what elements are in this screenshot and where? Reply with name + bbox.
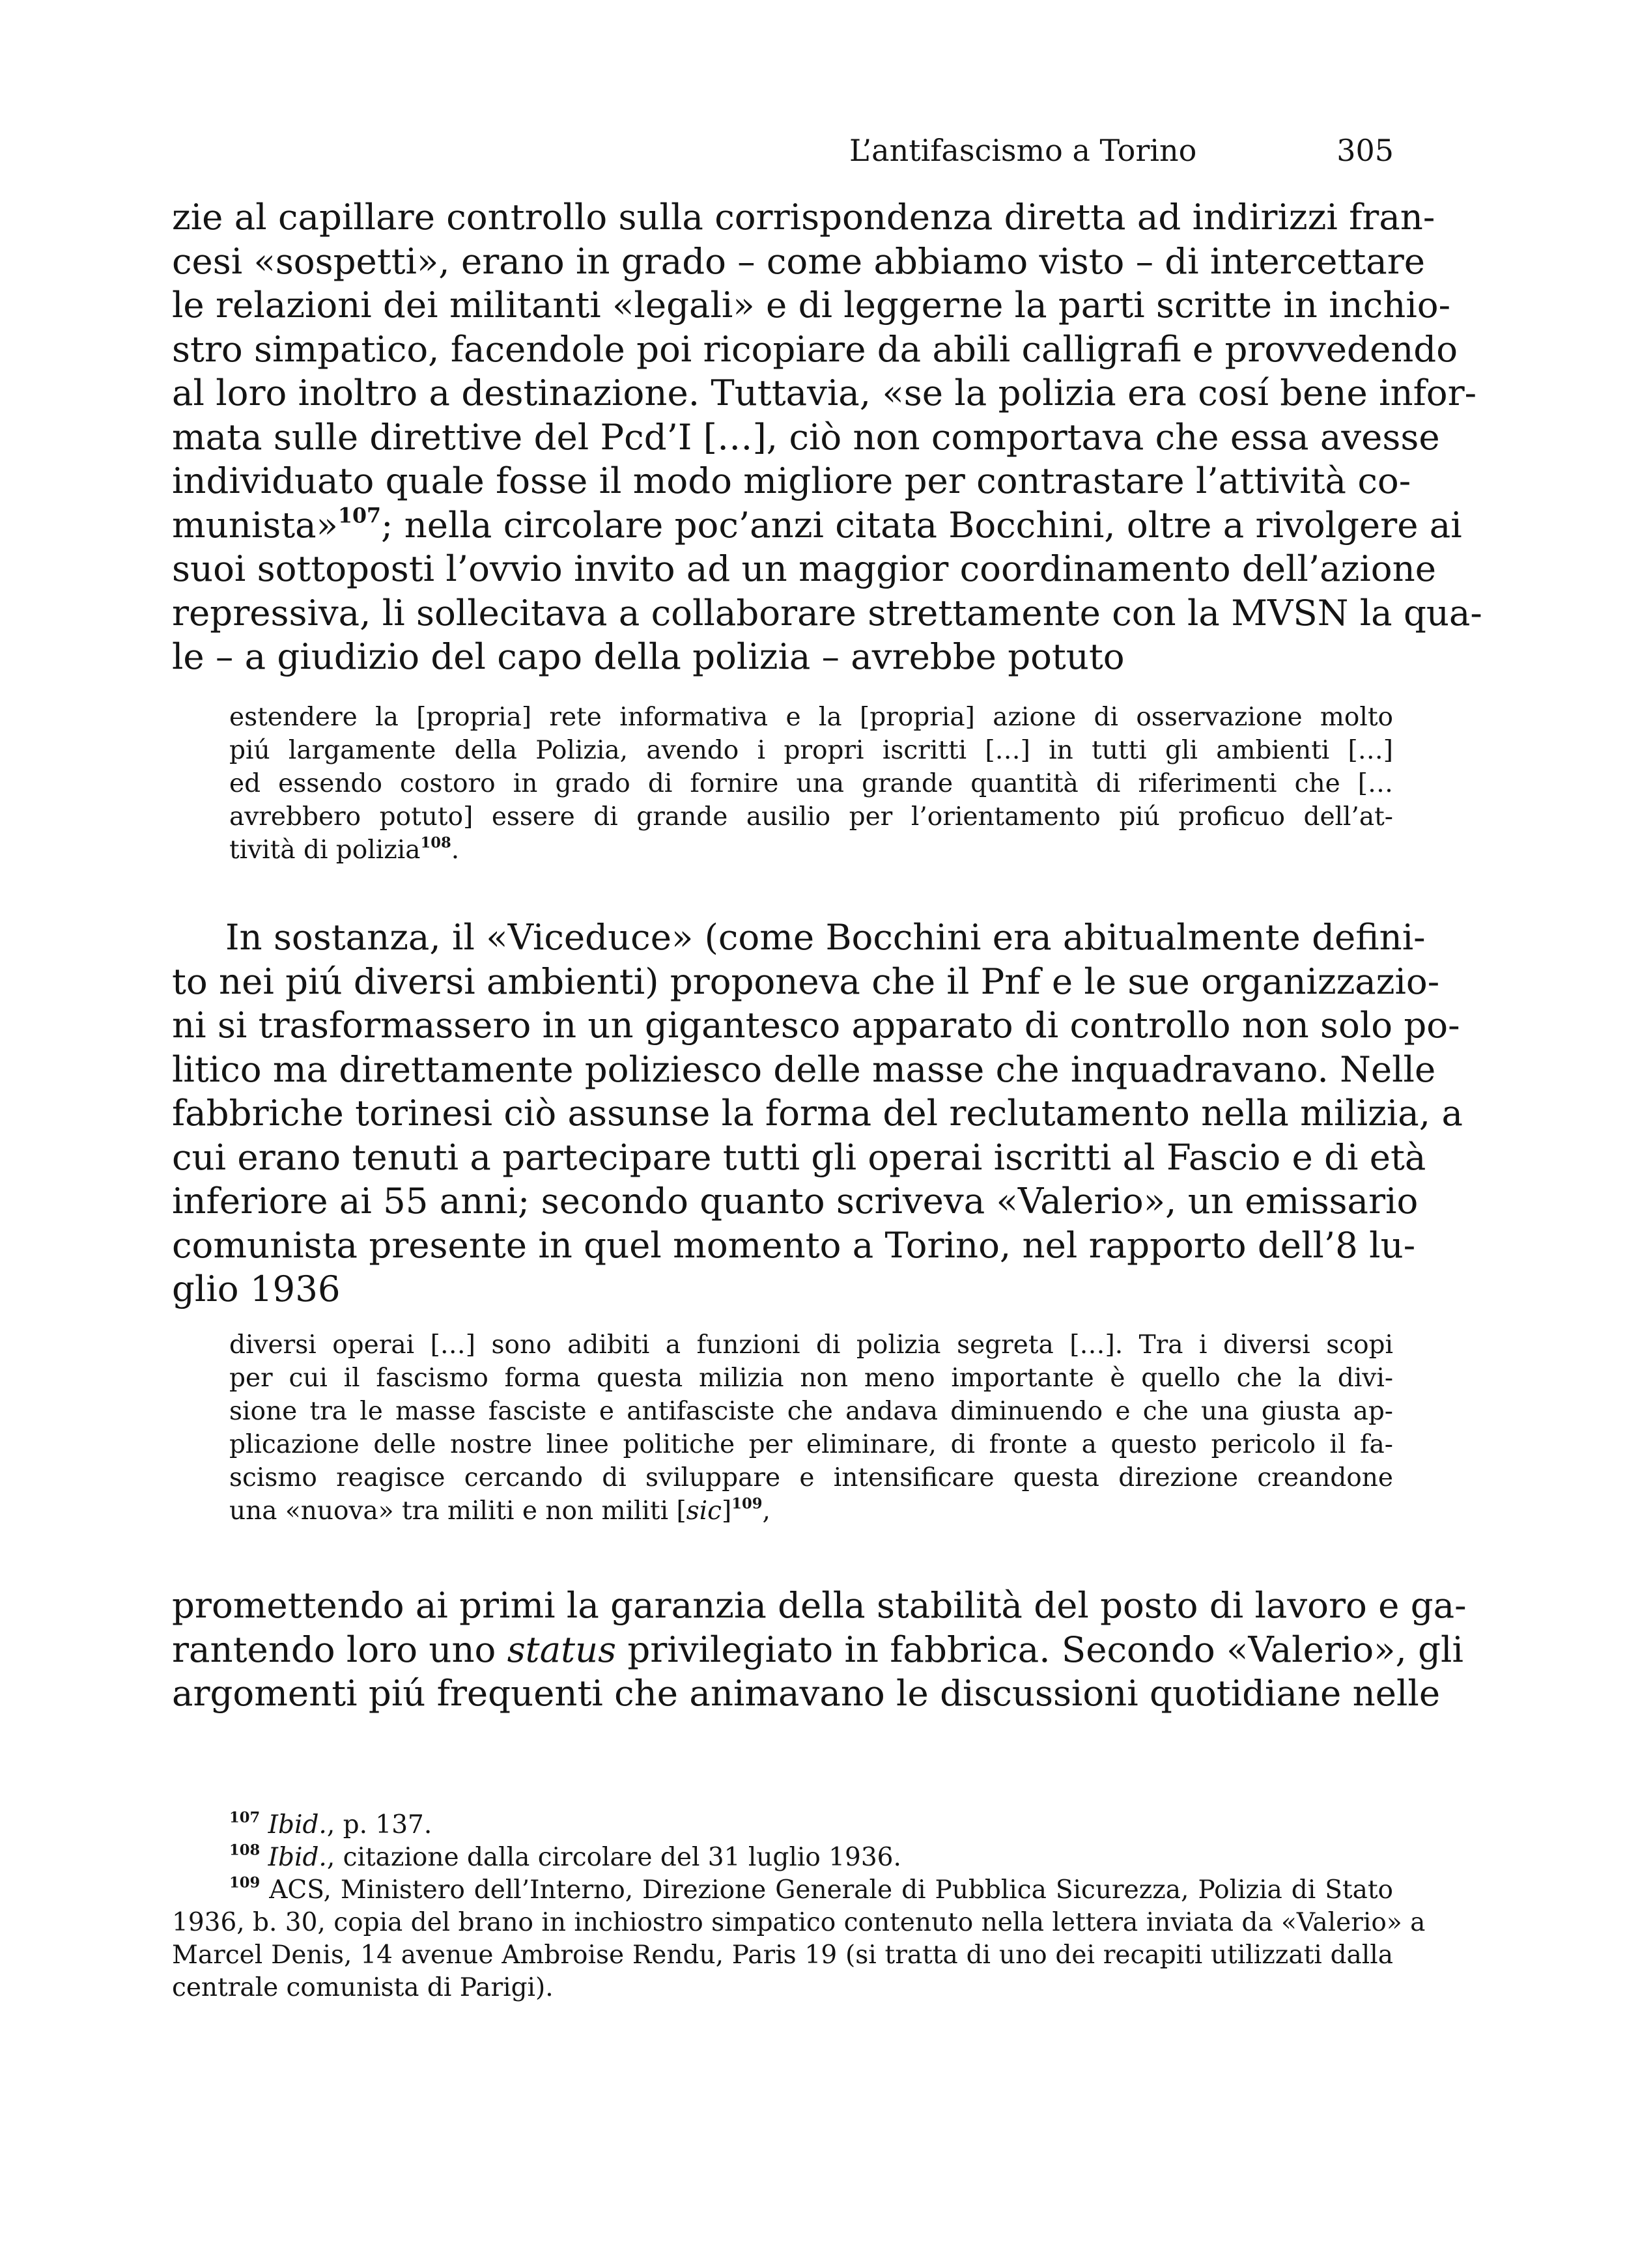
text-line: cesi «sospetti», erano in grado – come abbiamo visto – di intercettare bbox=[172, 240, 1426, 282]
text-line: promettendo ai primi la garanzia della stabilità del posto di lavoro e ga- bbox=[172, 1584, 1467, 1626]
footnote-109: $^{109}$ ACS, Ministero dell’Interno, Direzione Generale di Pubblica Sicurezza, Polizia di Stato bbox=[229, 1874, 1394, 1905]
quote-line: ed essendo costoro in grado di fornire una grande quantità di riferimenti che [… bbox=[229, 769, 1393, 798]
quote-line: sione tra le masse fasciste e antifasciste che andava diminuendo e che una giusta ap- bbox=[229, 1397, 1393, 1426]
text-line: glio 1936 bbox=[172, 1268, 341, 1309]
text-line: le relazioni dei militanti «legali» e di leggerne la parti scritte in inchio- bbox=[172, 284, 1451, 326]
footnotes bbox=[172, 1809, 1426, 2004]
text-line: munista»$^{107}$; nella circolare poc’anzi citata Bocchini, oltre a rivolgere ai bbox=[172, 503, 1462, 546]
text-line: to nei piú diversi ambienti) proponeva che il Pnf e le sue organizzazio- bbox=[172, 960, 1440, 1002]
text-line: argomenti piú frequenti che animavano le discussioni quotidiane nelle bbox=[172, 1672, 1441, 1714]
quote-line: piú largamente della Polizia, avendo i propri iscritti […] in tutti gli ambienti […] bbox=[229, 736, 1393, 765]
quote-line: tività di polizia$^{108}$. bbox=[229, 834, 460, 865]
text-line: repressiva, li sollecitava a collaborare strettamente con la MVSN la qua- bbox=[172, 591, 1482, 634]
block-quote-2 bbox=[229, 1328, 1393, 1528]
text-line: litico ma direttamente poliziesco delle masse che inquadravano. Nelle bbox=[172, 1048, 1436, 1090]
footnote-ref-109: 109 bbox=[731, 1495, 763, 1513]
footnote-ref-108: 108 bbox=[420, 834, 451, 852]
quote-line: diversi operai […] sono adibiti a funzioni di polizia segreta […]. Tra i diversi scopi bbox=[229, 1330, 1393, 1360]
footnote-107: $^{107}$ Ibid., p. 137. bbox=[229, 1809, 432, 1840]
text-line: zie al capillare controllo sulla corrispondenza diretta ad indirizzi fran- bbox=[172, 196, 1435, 238]
running-header bbox=[651, 128, 1394, 173]
text-line: le – a giudizio del capo della polizia – avrebbe potuto bbox=[172, 636, 1125, 677]
quote-line: estendere la [propria] rete informativa e la [propria] azione di osservazione molto bbox=[229, 703, 1393, 732]
text-line: cui erano tenuti a partecipare tutti gli operai iscritti al Fascio e di età bbox=[172, 1136, 1426, 1178]
text-line: In sostanza, il «Viceduce» (come Bocchini era abitualmente defini- bbox=[225, 916, 1426, 958]
footnote-line: centrale comunista di Parigi). bbox=[172, 1973, 554, 2002]
quote-line: plicazione delle nostre linee politiche per eliminare, di fronte a questo pericolo il fa- bbox=[229, 1430, 1393, 1459]
text-line: inferiore ai 55 anni; secondo quanto scriveva «Valerio», un emissario bbox=[172, 1180, 1419, 1222]
text-line: ni si trasformassero in un gigantesco apparato di controllo non solo po- bbox=[172, 1004, 1460, 1046]
paragraph-1 bbox=[172, 195, 1482, 679]
text-line: stro simpatico, facendole poi ricopiare da abili calligrafi e provvedendo bbox=[172, 328, 1458, 370]
text-line: suoi sottoposti l’ovvio invito ad un maggior coordinamento dell’azione bbox=[172, 548, 1436, 589]
quote-line: avrebbero potuto] essere di grande ausilio per l’orientamento piú proficuo dell’at- bbox=[229, 802, 1393, 832]
footnote-line: Marcel Denis, 14 avenue Ambroise Rendu, Paris 19 (si tratta di uno dei recapiti utilizzati dalla bbox=[172, 1940, 1393, 1970]
quote-line: una «nuova» tra militi e non militi [sic]$^{109}$, bbox=[229, 1495, 770, 1526]
footnote-ref-107: 107 bbox=[338, 503, 382, 527]
text-line: rantendo loro uno status privilegiato in fabbrica. Secondo «Valerio», gli bbox=[172, 1628, 1463, 1670]
text-line: al loro inoltro a destinazione. Tuttavia, «se la polizia era cosí bene infor- bbox=[172, 372, 1477, 413]
text-line: fabbriche torinesi ciò assunse la forma del reclutamento nella milizia, a bbox=[172, 1092, 1463, 1134]
page-number: 305 bbox=[1336, 133, 1394, 168]
footnote-line: 1936, b. 30, copia del brano in inchiostro simpatico contenuto nella lettera inviata da «Valerio» a bbox=[172, 1908, 1426, 1937]
running-title: L’antifascismo a Torino bbox=[849, 133, 1197, 168]
quote-line: scismo reagisce cercando di sviluppare e intensificare questa direzione creandone bbox=[229, 1463, 1393, 1492]
paragraph-2 bbox=[172, 916, 1463, 1311]
text-line: comunista presente in quel momento a Torino, nel rapporto dell’8 lu- bbox=[172, 1224, 1416, 1266]
text-line: individuato quale fosse il modo migliore per contrastare l’attività co- bbox=[172, 460, 1411, 501]
block-quote-1 bbox=[229, 701, 1393, 867]
quote-line: per cui il fascismo forma questa milizia non meno importante è quello che la divi- bbox=[229, 1364, 1393, 1393]
footnote-108: $^{108}$ Ibid., citazione dalla circolare del 31 luglio 1936. bbox=[229, 1841, 901, 1872]
paragraph-3 bbox=[172, 1584, 1467, 1716]
text-line: mata sulle direttive del Pcd’I […], ciò non comportava che essa avesse bbox=[172, 415, 1440, 458]
